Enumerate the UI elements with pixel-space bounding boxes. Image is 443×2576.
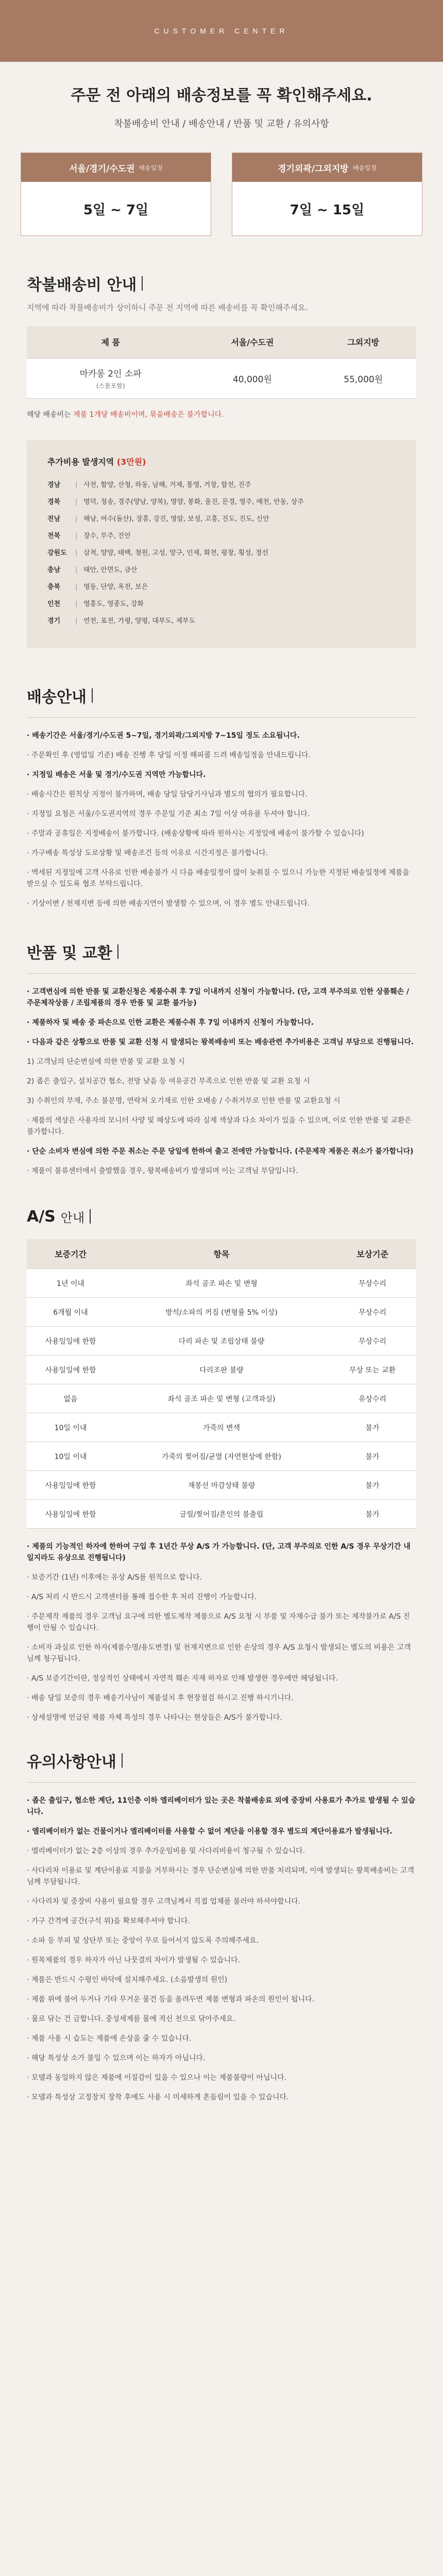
extra-title-red: (3만원) xyxy=(116,456,146,467)
card-head-tag: 배송일정 xyxy=(139,164,163,172)
as-cell: 좌석 골조 파손 및 변형 xyxy=(114,1269,329,1298)
returns-title xyxy=(27,925,416,963)
region-name: 경북 xyxy=(47,498,61,506)
table-row xyxy=(27,1298,416,1327)
fee-section xyxy=(0,257,443,648)
as-cell: 사용일일에 한함 xyxy=(27,1500,114,1529)
list-item: · 제품이 불류센터에서 출발했을 경우, 왕복배송비가 발생되며 이는 고객님 부담입니다. xyxy=(27,1166,298,1175)
region-row xyxy=(47,579,396,596)
region-areas: 영흥도, 영종도, 강화 xyxy=(83,600,144,608)
table-row xyxy=(27,1471,416,1500)
list-item: · 주문제작 제품의 경우 고객님 요구에 의한 별도제작 제품으로 A/S 요청 시 부품 및 자재수급 불가 또는 제작불가로 A/S 진행이 안될 수 있습니다. xyxy=(27,1613,410,1632)
region-name: 경기 xyxy=(47,617,61,625)
as-cell: 무상수리 xyxy=(329,1298,416,1327)
as-cell: 불가 xyxy=(329,1500,416,1529)
title-bar xyxy=(142,276,143,291)
region-sep: | xyxy=(75,498,78,506)
list-item: · 사다리차 및 중장비 사용이 필요할 경우 고객님께서 직접 업체를 불러야 하셔야합니다. xyxy=(27,1897,301,1906)
table-row xyxy=(27,358,416,398)
list-item: · 배송 당일 보증의 경우 배송기사님이 제품설치 후 현장점검 하시고 진행 하시기니다. xyxy=(27,1694,294,1702)
region-row xyxy=(47,545,396,562)
fee-header-product: 제 품 xyxy=(27,326,194,358)
divider xyxy=(27,973,416,974)
card-head-label: 경기외곽/그외지방 xyxy=(278,163,349,174)
list-item: · 배송기간은 서울/경기/수도권 5~7일, 경기외곽/그외지방 7~15일 정도 소요됩니다. xyxy=(27,731,300,740)
list-item: · 지정일 배송은 서울 및 경기/수도권 지역만 가능합니다. xyxy=(27,770,206,779)
as-cell: 좌석 골조 파손 및 변형 (고객과실) xyxy=(114,1384,329,1413)
list-item: · 다음과 같은 상황으로 반품 및 교환 신청 시 발생되는 왕복배송비 또는 배송관련 추가비용은 고객님 부담으로 진행됩니다. xyxy=(27,1038,414,1046)
fee-seoul: 40,000원 xyxy=(194,358,310,398)
region-row xyxy=(47,596,396,613)
divider xyxy=(27,1782,416,1783)
table-row xyxy=(27,1500,416,1529)
region-name: 충북 xyxy=(47,583,61,591)
region-row xyxy=(47,477,396,494)
region-areas: 사천, 함양, 산청, 하동, 남해, 거제, 통영, 거창, 합천, 진주 xyxy=(83,481,251,489)
schedule-card-other xyxy=(232,152,422,236)
as-cell: 유상수리 xyxy=(329,1384,416,1413)
list-item: · 지정일 요청은 서울/수도권지역의 경우 주문일 기준 최소 7일 이상 여유를 두셔야 합니다. xyxy=(27,809,310,818)
region-sep: | xyxy=(75,617,78,625)
as-cell: 사용일일에 한함 xyxy=(27,1471,114,1500)
region-list xyxy=(47,477,396,630)
region-areas: 연천, 포천, 가평, 양평, 대부도, 제부도 xyxy=(83,617,196,625)
region-sep: | xyxy=(75,600,78,608)
as-cell: 무상수리 xyxy=(329,1327,416,1355)
region-name: 경남 xyxy=(47,481,61,489)
list-item: · 모델과 특성상 고정장치 장착 후에도 사용 시 미세하게 흔들림이 있을 수 있습니다. xyxy=(27,2093,289,2102)
list-item: · 모델과 동일하지 않은 제품에 이질감이 있을 수 있으나 이는 제품불량이 아닙니다. xyxy=(27,2074,287,2082)
region-sep: | xyxy=(75,566,78,574)
list-item: · 해당 특성상 소가 불일 수 있으며 이는 하자가 아닙니다. xyxy=(27,2054,206,2062)
shipping-section xyxy=(0,669,443,909)
returns-section xyxy=(0,925,443,1177)
caution-title-text: 유의사항안내 xyxy=(27,1753,116,1771)
caution-title xyxy=(27,1734,416,1772)
shipping-title-text: 배송안내 xyxy=(27,688,87,706)
list-item: · 기상이변 / 천재지변 등에 의한 배송지연이 발생할 수 있으며, 이 경우 별도 안내드립니다. xyxy=(27,899,310,908)
region-sep: | xyxy=(75,583,78,591)
card-body: 5일 ~ 7일 xyxy=(83,202,149,218)
top-banner xyxy=(0,0,443,62)
region-areas: 해남, 여수(돌산), 장흥, 강진, 영암, 보성, 고흥, 진도, 진도, 신안 xyxy=(83,515,269,523)
as-header-item: 항목 xyxy=(114,1239,329,1269)
table-row xyxy=(27,1355,416,1384)
table-row xyxy=(27,1384,416,1413)
card-head-label: 서울/경기/수도권 xyxy=(69,163,135,174)
as-cell: 글릴/찢어짐/흔인의 불출립 xyxy=(114,1500,329,1529)
product-name: 마카롱 2인 소파 xyxy=(79,369,142,379)
list-item: 1) 고객님의 단순변심에 의한 반품 및 교환 요청 시 xyxy=(27,1057,185,1066)
extra-title-text: 추가비용 발생지역 xyxy=(47,456,114,467)
list-item: · 소비자 과실로 인한 하자(제품수명/용도변경) 및 천재지변으로 인한 손상의 경우 A/S 요청시 발생되는 별도의 비용은 고객님께 청구됩니다. xyxy=(27,1643,411,1663)
table-row xyxy=(27,1442,416,1471)
fee-note-red: 제품 1개당 배송비이며, 묶음배송은 불가합니다. xyxy=(73,410,224,419)
list-item: · 좁은 출입구, 협소한 계단, 11인층 이하 엘리베이터가 있는 곳은 착불배송료 외에 중장비 사용료가 추가로 발생될 수 있습니다. xyxy=(27,1797,415,1816)
as-cell: 무상수리 xyxy=(329,1269,416,1298)
list-item: · 원목제품의 경우 하자가 아닌 나뭇결의 차이가 발생될 수 있습니다. xyxy=(27,1956,241,1964)
list-item: · 물로 닦는 건 금합니다. 중성세제를 물에 적신 천으로 닦아주세요. xyxy=(27,2015,236,2023)
list-item: · 상세설명에 언급된 제품 자체 특성의 경우 나타나는 현상들은 A/S가 불가합니다. xyxy=(27,1714,282,1722)
as-cell: 무상 또는 교환 xyxy=(329,1355,416,1384)
divider xyxy=(27,717,416,718)
as-table xyxy=(27,1239,416,1529)
region-row xyxy=(47,528,396,545)
as-cell: 방석/소파의 꺼짐 (변형률 5% 이상) xyxy=(114,1298,329,1327)
as-cell: 가죽의 변색 xyxy=(114,1413,329,1442)
fee-header-seoul: 서울/수도권 xyxy=(194,326,310,358)
region-row xyxy=(47,494,396,511)
list-item: · 보증기간 (1년) 이후에는 유상 A/S를 원칙으로 합니다. xyxy=(27,1573,202,1582)
card-head xyxy=(21,153,211,182)
region-sep: | xyxy=(75,549,78,557)
as-cell: 10일 이내 xyxy=(27,1413,114,1442)
as-title-text: A/S xyxy=(27,1207,56,1226)
list-item: · 엘리베이터가 없는 2층 이상의 경우 추가운임비용 및 사다리비용이 청구될 수 있습니다. xyxy=(27,1847,305,1855)
table-row xyxy=(27,1327,416,1355)
product-sub: (스툴포함) xyxy=(96,382,125,389)
extra-fee-box xyxy=(27,440,416,648)
region-areas: 태안, 안면도, 금산 xyxy=(83,566,138,574)
region-row xyxy=(47,511,396,528)
as-cell: 재봉선 마감상태 불량 xyxy=(114,1471,329,1500)
schedule-cards xyxy=(0,142,443,257)
list-item: · 제품하자 및 배송 중 파손으로 인한 교환은 제품수취 후 7일 이내까지 신청이 가능합니다. xyxy=(27,1018,314,1027)
list-item: · 제품은 반드시 수평인 바닥에 설치해주세요. (소음발생의 원인) xyxy=(27,1976,228,1984)
returns-list xyxy=(27,986,416,1177)
list-item: · 제품의 색상은 사용자의 모니터 사양 및 해상도에 따라 실제 색상과 다소 차이가 있을 수 있으며, 이로 인한 반품 및 교환은 불가합니다. xyxy=(27,1116,412,1136)
schedule-card-seoul xyxy=(21,152,211,236)
list-item: · 주말과 공휴일은 지정배송이 불가합니다. (배송상황에 따라 원하시는 지정일에 배송이 불가할 수 있습니다) xyxy=(27,829,364,838)
as-cell: 다리 파손 및 조립상태 불량 xyxy=(114,1327,329,1355)
list-item: · 배송시간은 원칙상 지정이 불가하며, 배송 당일 담당기사님과 별도의 협의가 필요합니다. xyxy=(27,790,308,799)
list-item: · 고객변심에 의한 반품 및 교환신청은 제품수취 후 7일 이내까지 신청이 가능합니다. (단, 고객 부주의로 인한 상품훼손 / 주문제작상품 / 조립제품의 경우 반품 및 교환 불가능) xyxy=(27,987,410,1007)
title-bar xyxy=(90,1209,91,1224)
region-areas: 영동, 단양, 옥천, 보은 xyxy=(83,583,148,591)
list-item: · 엑세된 지정일에 고객 사유로 인한 배송불가 시 다음 배송일정이 많이 늦춰질 수 있으니 가능한 지정된 배송일정에 제품을 받으실 수 있도록 협조 부탁드립니다. xyxy=(27,868,410,888)
as-cell: 다리조판 불량 xyxy=(114,1355,329,1384)
as-title-suffix: 안내 xyxy=(60,1210,85,1225)
list-item: · 제품의 기능적인 하자에 한하여 구입 후 1년간 무상 A/S 가 가능합니다. (단, 고객 부주의로 인한 A/S 경우 무상기간 내 일지라도 유상으로 진행됩니다) xyxy=(27,1543,411,1562)
table-row xyxy=(27,1413,416,1442)
as-cell: 불가 xyxy=(329,1471,416,1500)
region-sep: | xyxy=(75,532,78,540)
caution-list xyxy=(27,1795,416,2103)
fee-title xyxy=(27,257,416,295)
extra-title xyxy=(47,455,396,467)
as-cell: 6개월 이내 xyxy=(27,1298,114,1327)
region-areas: 영덕, 청송, 경주(양남, 양북), 영양, 봉화, 울진, 문경, 영주, 예천, 안동, 상주 xyxy=(83,498,304,506)
region-areas: 장수, 무주, 진안 xyxy=(83,532,131,540)
fee-note xyxy=(27,409,416,419)
shipping-title xyxy=(27,669,416,707)
region-sep: | xyxy=(75,481,78,489)
as-cell: 사용일일에 한함 xyxy=(27,1355,114,1384)
shipping-list xyxy=(27,730,416,909)
as-list xyxy=(27,1541,416,1723)
fee-subtitle: 지역에 따라 착불배송비가 상이하니 주문 전 지역에 따른 배송비를 꼭 확인해주세요. xyxy=(27,303,308,312)
list-item: · 주문확인 후 (영업일 기준) 배송 진행 후 당일 이정 해피콜 드려 배송일정을 안내드립니다. xyxy=(27,751,311,759)
region-row xyxy=(47,562,396,579)
list-item: · 소파 등 부피 및 상단부 또는 중앙이 무로 들어서지 않도록 주의해주세요. xyxy=(27,1937,259,1945)
as-cell: 불가 xyxy=(329,1413,416,1442)
list-item: 2) 좁은 출입구, 설치공간 협소, 전망 낮음 등 여유공간 부족으로 인한 반품 및 교환 요청 시 xyxy=(27,1077,310,1086)
list-item: · A/S 보증기간이란, 정상적인 상태에서 자연적 훼손 자재 하자로 인해 발생한 경우에만 해당됩니다. xyxy=(27,1674,338,1683)
fee-header-other: 그외지방 xyxy=(310,326,416,358)
caution-section xyxy=(0,1734,443,2103)
returns-title-text: 반품 및 교환 xyxy=(27,944,112,962)
list-item: · 단순 소비자 변심에 의한 주문 취소는 주문 당일에 한하여 출고 전에만 가능합니다. (주문제작 제품은 취소가 불가합니다) xyxy=(27,1147,414,1156)
as-title xyxy=(27,1192,416,1226)
region-areas: 삼척, 양양, 태백, 철원, 고성, 양구, 인제, 화천, 평창, 횡성, 정선 xyxy=(83,549,268,557)
as-header-period: 보증기간 xyxy=(27,1239,114,1269)
fee-product xyxy=(27,358,194,398)
list-item: · 가구 간격에 공간(구석 위)을 확보해주셔야 합니다. xyxy=(27,1917,191,1925)
region-name: 인천 xyxy=(47,600,61,608)
as-cell: 10일 이내 xyxy=(27,1442,114,1471)
title-bar xyxy=(122,1753,123,1768)
as-section xyxy=(0,1192,443,1724)
fee-title-text: 착불배송비 안내 xyxy=(27,276,137,294)
card-head-tag: 배송일정 xyxy=(352,164,377,172)
fee-note-text: 해당 배송비는 xyxy=(27,410,74,419)
title-bar xyxy=(117,944,118,959)
region-sep: | xyxy=(75,515,78,523)
region-name: 강원도 xyxy=(47,549,67,557)
region-name: 전북 xyxy=(47,532,61,540)
region-name: 충남 xyxy=(47,566,61,574)
fee-table xyxy=(27,326,416,399)
fee-other: 55,000원 xyxy=(310,358,416,398)
intro xyxy=(0,62,443,142)
intro-subtitle: 착불배송비 안내 / 배송안내 / 반품 및 교환 / 유의사항 xyxy=(114,118,329,129)
as-cell: 불가 xyxy=(329,1442,416,1471)
as-header-comp: 보상기준 xyxy=(329,1239,416,1269)
card-head xyxy=(232,153,422,182)
list-item: · 사다리차 이용료 및 계단이용료 지불을 거부하시는 경우 단순변심에 의한 반품 처리되며, 이에 발생되는 왕복배송비는 고객님께 부담됩니다. xyxy=(27,1867,414,1886)
region-row xyxy=(47,613,396,630)
banner-text: CUSTOMER CENTER xyxy=(154,27,289,35)
list-item: · 제품 위에 불어 두거나 기타 무거운 물건 등을 올려두면 제품 변형과 파손의 원인이 됩니다. xyxy=(27,1995,315,2004)
list-item: · 가구배송 특성상 도로상황 및 배송조건 등의 이유로 시간지정은 불가합니다. xyxy=(27,849,268,857)
card-body: 7일 ~ 15일 xyxy=(289,202,365,218)
as-cell: 가죽의 찢어짐/균열 (자연현상에 한함) xyxy=(114,1442,329,1471)
table-row xyxy=(27,1269,416,1298)
list-item: 3) 수취인의 부재, 주소 불분명, 연락처 오기재로 인한 오배송 / 수취거부로 인한 반품 및 교환요청 시 xyxy=(27,1096,340,1105)
list-item: · A/S 처리 시 반드시 고객센터를 통해 접수한 후 처리 진행이 가능합니다. xyxy=(27,1593,257,1601)
intro-title: 주문 전 아래의 배송정보를 꼭 확인해주세요. xyxy=(71,87,372,105)
as-cell: 1년 이내 xyxy=(27,1269,114,1298)
as-cell: 사용일일에 한함 xyxy=(27,1327,114,1355)
list-item: · 제품 사용 시 습도는 제품에 손상을 줄 수 있습니다. xyxy=(27,2035,192,2043)
region-name: 전남 xyxy=(47,515,61,523)
list-item: · 엘리베이터가 없는 건물이거나 엘리베이터를 사용할 수 없어 계단을 이용할 경우 별도의 계단이용료가 발생됩니다. xyxy=(27,1827,393,1836)
as-cell: 없음 xyxy=(27,1384,114,1413)
title-bar xyxy=(92,688,93,703)
